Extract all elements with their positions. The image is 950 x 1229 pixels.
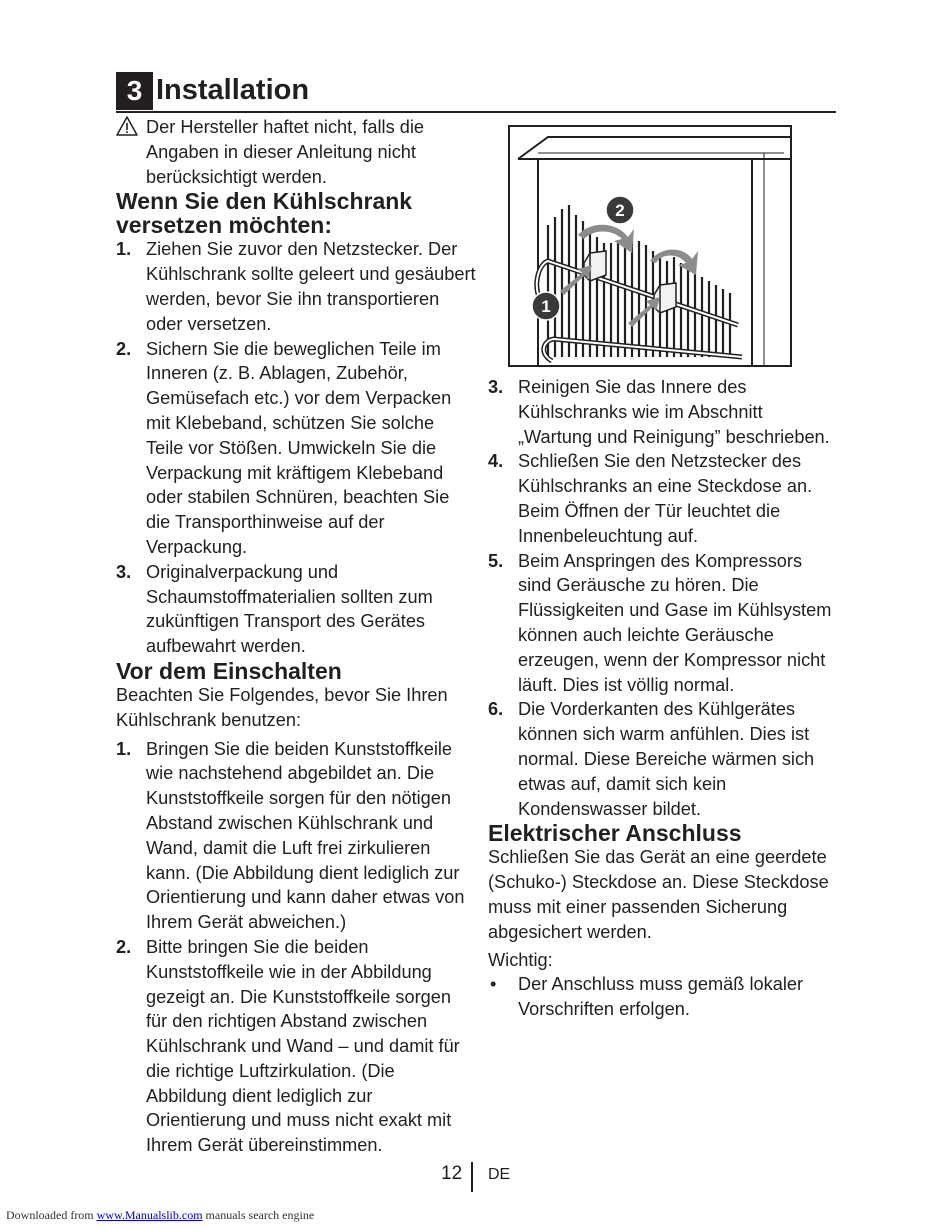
list-item — [488, 972, 833, 1022]
download-note — [6, 1208, 314, 1223]
list-item — [116, 337, 476, 560]
step-text: Reinigen Sie das Innere des Kühlschranks wie im Abschnitt „Wartung und Reinigung” beschrieben. — [518, 377, 830, 447]
warning-text: Der Hersteller haftet nicht, falls die Angaben in dieser Anleitung nicht berücksichtigt werden. — [146, 117, 424, 187]
left-column — [116, 115, 476, 1158]
manualslib-link[interactable]: www.Manualslib.com — [96, 1208, 203, 1222]
step-number: 2. — [116, 338, 132, 359]
step-text: Sichern Sie die beweglichen Teile im Inneren (z. B. Ablagen, Zubehör, Gemüsefach etc.) vor dem Verpacken mit Klebeband, schützen Sie solche Teile vor Stößen. Umwickeln Sie die Verpackung mit kräftigem Klebeband oder stabilen Schnüren, beachten Sie die Transporthinweise auf der Verpackung. — [146, 338, 452, 557]
section-heading-moving: Wenn Sie den Kühlschrank versetzen möchten: — [116, 188, 413, 239]
download-suffix: manuals search engine — [205, 1208, 315, 1222]
spacer-wedge-illustration — [508, 125, 792, 367]
important-label: Wichtig: — [488, 949, 553, 970]
step-number: 1. — [116, 239, 132, 260]
step-number: 5. — [488, 550, 504, 571]
list-item — [116, 935, 476, 1158]
callout-1: 1 — [541, 297, 551, 316]
list-item — [488, 375, 833, 449]
chapter-header — [116, 72, 836, 112]
bullet-text: Der Anschluss muss gemäß lokaler Vorschriften erfolgen. — [518, 974, 804, 1020]
warning-note — [116, 115, 476, 189]
chapter-number: 3 — [116, 72, 153, 110]
section-heading-electrical: Elektrischer Anschluss — [488, 820, 742, 847]
list-item — [488, 549, 833, 698]
step-text: Schließen Sie den Netzstecker des Kühlschranks an eine Steckdose an. Beim Öffnen der Tür leuchtet die Innenbeleuchtung auf. — [518, 451, 813, 546]
list-item — [116, 237, 476, 336]
list-item — [488, 697, 833, 821]
list-item — [116, 560, 476, 659]
step-text: Bringen Sie die beiden Kunststoffkeile wie nachstehend abgebildet an. Die Kunststoffkeile sorgen für den nötigen Abstand zwischen Kühlschrank und Wand, damit die Luft frei zirkulieren kann. (Die Abbildung dient lediglich zur Orientierung und kann daher etwas von Ihrem Gerät abweichen.) — [146, 738, 465, 933]
step-text: Bitte bringen Sie die beiden Kunststoffkeile wie in der Abbildung gezeigt an. Die Kunststoffkeile sorgen für den richtigen Abstand zwischen Kühlschrank und Wand – und damit für die richtige Luftzirkulation. (Die Abbildung dient lediglich zur Orientierung und muss nicht exakt mit Ihrem Gerät übereinstimmen. — [146, 936, 460, 1156]
step-text: Originalverpackung und Schaumstoffmaterialien sollten zum zukünftigen Transport des Gerätes aufbewahrt werden. — [146, 561, 433, 657]
header-rule — [116, 111, 836, 113]
step-number: 3. — [116, 561, 132, 582]
bullet-list — [488, 972, 833, 1022]
section-heading-before-start: Vor dem Einschalten — [116, 657, 342, 684]
language-code: DE — [488, 1166, 511, 1183]
right-column — [488, 375, 833, 1022]
section-intro: Schließen Sie das Gerät an eine geerdete (Schuko-) Steckdose an. Diese Steckdose muss mit einer passenden Sicherung abgesichert werden. — [488, 847, 829, 942]
step-text: Beim Anspringen des Kompressors sind Geräusche zu hören. Die Flüssigkeiten und Gase im Kühlsystem können auch leichte Geräusche erzeugen, wenn der Kompressor nicht läuft. Dies ist völlig normal. — [518, 550, 832, 695]
continued-steps-list — [488, 375, 833, 821]
step-text: Ziehen Sie zuvor den Netzstecker. Der Kühlschrank sollte geleert und gesäubert werden, bevor Sie ihn transportieren oder versetzen. — [146, 239, 476, 334]
list-item — [488, 449, 833, 548]
download-prefix: Downloaded from — [6, 1208, 94, 1222]
bullet-icon: • — [490, 974, 497, 995]
step-number: 3. — [488, 377, 504, 397]
step-number: 4. — [488, 451, 504, 472]
before-start-steps-list — [116, 737, 476, 1159]
chapter-title: Installation — [156, 74, 310, 106]
step-text: Die Vorderkanten des Kühlgerätes können sich warm anfühlen. Dies ist normal. Diese Bereiche wärmen sich etwas auf, damit sich kein Kondenswasser bildet. — [518, 699, 815, 819]
step-number: 6. — [488, 699, 504, 720]
section-intro: Beachten Sie Folgendes, bevor Sie Ihren Kühlschrank benutzen: — [116, 684, 448, 730]
moving-steps-list — [116, 237, 476, 659]
callout-2: 2 — [615, 201, 625, 220]
page-number: 12 — [441, 1163, 463, 1184]
list-item — [116, 737, 476, 935]
step-number: 2. — [116, 936, 132, 957]
warning-icon — [116, 116, 138, 136]
footer-divider — [471, 1162, 473, 1192]
step-number: 1. — [116, 738, 132, 759]
